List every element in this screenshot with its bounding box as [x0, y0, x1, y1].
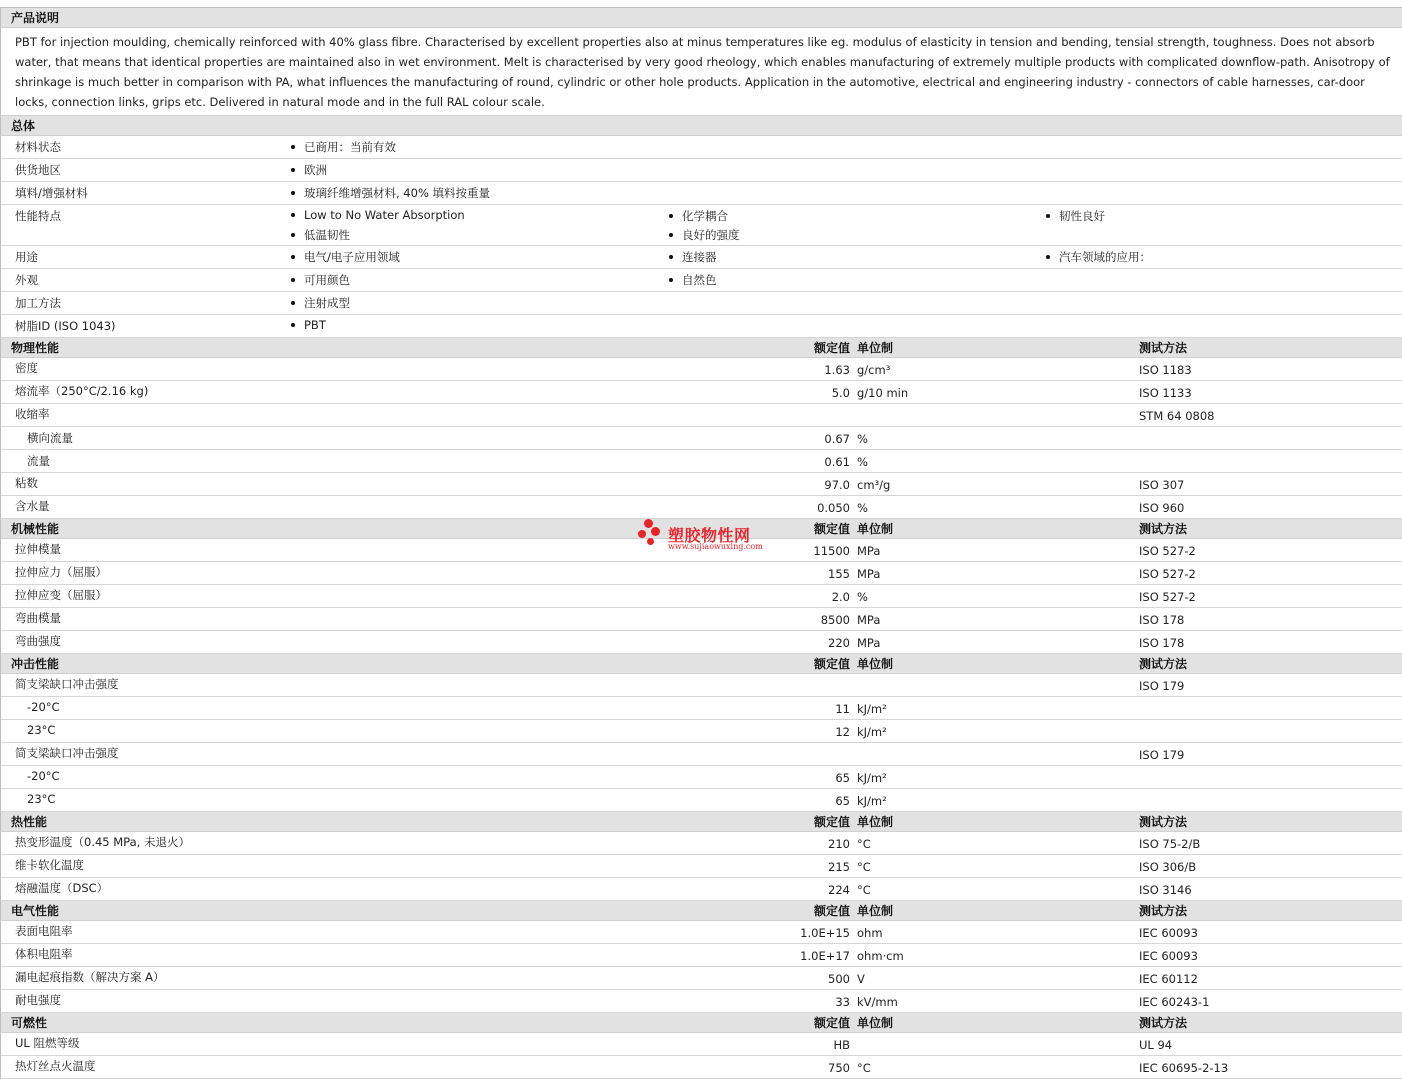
test-method: STM 64 0808	[1139, 409, 1215, 423]
test-method: ISO 178	[1139, 613, 1185, 627]
general-table	[0, 136, 1402, 338]
property-row	[0, 496, 1402, 519]
property-unit: %	[857, 590, 868, 604]
property-value: 0.050	[817, 501, 850, 515]
property-label: 拉伸应力（屈服）	[15, 565, 107, 579]
section-title: 机械性能	[11, 522, 60, 536]
col-header-unit: 单位制	[857, 657, 894, 671]
section-title: 热性能	[11, 815, 48, 829]
section-title: 可燃性	[11, 1016, 48, 1030]
property-label: 拉伸应变（屈服）	[15, 588, 107, 602]
watermark-url: www.sujiaowuxing.com	[668, 542, 763, 551]
property-value: 65	[835, 771, 850, 785]
row-label: 用途	[15, 250, 38, 264]
property-unit: °C	[857, 883, 871, 897]
section-header	[0, 338, 1402, 358]
row-label: 性能特点	[15, 209, 61, 223]
property-row	[0, 720, 1402, 743]
bullet-text: 电气/电子应用领域	[304, 250, 400, 264]
col-header-value: 额定值	[813, 1016, 850, 1030]
bullet-text: 注射成型	[304, 296, 350, 310]
property-value: 750	[828, 1061, 850, 1075]
section-header	[0, 812, 1402, 832]
row-label: 供货地区	[15, 163, 61, 177]
property-unit: g/10 min	[857, 386, 909, 400]
bullet-icon	[291, 255, 295, 259]
property-row	[0, 631, 1402, 654]
bullet-item	[669, 249, 717, 265]
test-method: ISO 527-2	[1139, 567, 1196, 581]
section-header-description	[0, 8, 1402, 28]
property-label: 弯曲模量	[15, 611, 61, 625]
section-header	[0, 654, 1402, 674]
property-unit: °C	[857, 1061, 871, 1075]
bullet-text: 欧洲	[304, 163, 327, 177]
property-label: 体积电阻率	[15, 947, 73, 961]
test-method: IEC 60243-1	[1139, 995, 1210, 1009]
test-method: ISO 1133	[1139, 386, 1192, 400]
bullet-item	[291, 139, 396, 155]
property-value: HB	[833, 1038, 850, 1052]
bullet-icon	[291, 278, 295, 282]
property-label: 简支梁缺口冲击强度	[15, 746, 119, 760]
test-method: ISO 75-2/B	[1139, 837, 1201, 851]
property-unit: %	[857, 455, 868, 469]
bullet-icon	[291, 168, 295, 172]
bullet-text: 玻璃纤维增强材料, 40% 填料按重量	[304, 186, 491, 200]
property-label: 密度	[15, 361, 38, 375]
test-method: ISO 527-2	[1139, 544, 1196, 558]
col-header-value: 额定值	[813, 657, 850, 671]
property-label: -20°C	[27, 700, 60, 714]
property-unit: MPa	[857, 567, 881, 581]
property-row	[0, 789, 1402, 812]
bullet-text: 可用颜色	[304, 273, 350, 287]
bullet-icon	[291, 191, 295, 195]
property-label: 热灯丝点火温度	[15, 1059, 96, 1073]
test-method: ISO 179	[1139, 748, 1185, 762]
property-unit: kV/mm	[857, 995, 898, 1009]
bullet-text: 自然色	[682, 273, 717, 287]
property-label: 热变形温度（0.45 MPa, 未退火）	[15, 835, 190, 849]
logo-dot-icon	[651, 527, 660, 536]
col-header-method: 测试方法	[1139, 904, 1188, 918]
property-value: 5.0	[831, 386, 850, 400]
property-label: 表面电阻率	[15, 924, 73, 938]
property-label: 简支梁缺口冲击强度	[15, 677, 119, 691]
property-label: 23°C	[27, 723, 56, 737]
property-unit: kJ/m²	[857, 702, 887, 716]
bullet-icon	[669, 233, 673, 237]
test-method: ISO 178	[1139, 636, 1185, 650]
property-value: 33	[835, 995, 850, 1009]
property-unit: °C	[857, 837, 871, 851]
bullet-item	[291, 249, 400, 265]
test-method: ISO 1183	[1139, 363, 1192, 377]
test-method: IEC 60112	[1139, 972, 1198, 986]
col-header-method: 测试方法	[1139, 522, 1188, 536]
property-label: 含水量	[15, 499, 50, 513]
bullet-item	[291, 208, 465, 222]
property-value: 0.61	[824, 455, 850, 469]
property-unit: g/cm³	[857, 363, 891, 377]
logo-dot-icon	[638, 530, 646, 538]
property-row	[0, 832, 1402, 855]
section-header	[0, 901, 1402, 921]
property-label: -20°C	[27, 769, 60, 783]
test-method: IEC 60695-2-13	[1139, 1061, 1229, 1075]
section-header	[0, 1013, 1402, 1033]
bullet-icon	[1046, 214, 1050, 218]
property-unit: %	[857, 501, 868, 515]
bullet-item	[669, 227, 740, 243]
col-header-unit: 单位制	[857, 904, 894, 918]
property-value: 1.0E+17	[800, 949, 850, 963]
property-row	[0, 427, 1402, 450]
test-method: ISO 179	[1139, 679, 1185, 693]
bullet-item	[291, 162, 327, 178]
property-label: 收缩率	[15, 407, 50, 421]
row-label: 树脂ID (ISO 1043)	[15, 319, 116, 333]
bullet-text: 连接器	[682, 250, 717, 264]
property-unit: °C	[857, 860, 871, 874]
property-unit: ohm·cm	[857, 949, 904, 963]
bullet-text: Low to No Water Absorption	[304, 208, 465, 222]
property-unit: kJ/m²	[857, 771, 887, 785]
watermark-brand: 塑胶物性网	[668, 526, 751, 545]
property-row	[0, 766, 1402, 789]
general-row	[0, 269, 1402, 292]
col-header-method: 测试方法	[1139, 815, 1188, 829]
bullet-text: 化学耦合	[682, 209, 728, 223]
row-label: 加工方法	[15, 296, 61, 310]
col-header-unit: 单位制	[857, 815, 894, 829]
property-unit: cm³/g	[857, 478, 891, 492]
property-row	[0, 697, 1402, 720]
property-row	[0, 450, 1402, 473]
test-method: ISO 3146	[1139, 883, 1192, 897]
bullet-icon	[669, 214, 673, 218]
property-value: 8500	[820, 613, 850, 627]
section-title: 冲击性能	[11, 657, 60, 671]
bullet-item	[291, 227, 350, 243]
bullet-icon	[291, 301, 295, 305]
col-header-value: 额定值	[813, 904, 850, 918]
test-method: ISO 306/B	[1139, 860, 1197, 874]
bullet-item	[669, 208, 728, 224]
property-label: 拉伸模量	[15, 542, 61, 556]
property-label: 漏电起痕指数（解决方案 A）	[15, 970, 165, 984]
property-unit: MPa	[857, 613, 881, 627]
section-header-general	[0, 116, 1402, 136]
property-value: 1.63	[824, 363, 850, 377]
bullet-text: 汽车领域的应用：	[1059, 250, 1151, 264]
property-label: 弯曲强度	[15, 634, 61, 648]
col-header-method: 测试方法	[1139, 341, 1188, 355]
section-title: 总体	[11, 119, 36, 133]
col-header-unit: 单位制	[857, 1016, 894, 1030]
property-label: 23°C	[27, 792, 56, 806]
bullet-icon	[669, 278, 673, 282]
row-label: 填料/增强材料	[15, 186, 88, 200]
property-unit: MPa	[857, 636, 881, 650]
property-row	[0, 358, 1402, 381]
general-row	[0, 136, 1402, 159]
col-header-method: 测试方法	[1139, 1016, 1188, 1030]
bullet-item	[291, 295, 350, 311]
property-row	[0, 1033, 1402, 1056]
bullet-item	[291, 272, 350, 288]
property-unit: V	[857, 972, 865, 986]
property-row	[0, 743, 1402, 766]
property-value: 65	[835, 794, 850, 808]
col-header-method: 测试方法	[1139, 657, 1188, 671]
property-value: 11500	[813, 544, 850, 558]
property-row	[0, 878, 1402, 901]
bullet-icon	[291, 323, 295, 327]
property-label: 维卡软化温度	[15, 858, 84, 872]
property-value: 12	[835, 725, 850, 739]
test-method: UL 94	[1139, 1038, 1173, 1052]
top-border	[0, 0, 1402, 8]
general-row	[0, 292, 1402, 315]
property-row	[0, 473, 1402, 496]
property-unit: kJ/m²	[857, 725, 887, 739]
property-value: 210	[828, 837, 850, 851]
property-label: 流量	[27, 454, 50, 468]
property-value: 224	[828, 883, 850, 897]
col-header-unit: 单位制	[857, 522, 894, 536]
general-row	[0, 246, 1402, 269]
property-unit: %	[857, 432, 868, 446]
property-label: 熔流率（250°C/2.16 kg)	[15, 384, 149, 398]
property-label: 横向流量	[27, 431, 73, 445]
bullet-text: 韧性良好	[1059, 209, 1105, 223]
section-title: 产品说明	[11, 11, 60, 25]
property-label: 粘数	[15, 476, 38, 490]
test-method: IEC 60093	[1139, 926, 1198, 940]
property-value: 1.0E+15	[800, 926, 850, 940]
bullet-item	[1046, 249, 1151, 265]
bullet-text: PBT	[304, 318, 326, 332]
watermark-logo	[638, 517, 778, 553]
section-title: 物理性能	[11, 341, 60, 355]
test-method: ISO 960	[1139, 501, 1185, 515]
bullet-icon	[291, 145, 295, 149]
property-row	[0, 944, 1402, 967]
general-row	[0, 315, 1402, 338]
property-sections	[0, 338, 1402, 1079]
row-label: 外观	[15, 273, 38, 287]
property-row	[0, 990, 1402, 1013]
bullet-item	[291, 185, 490, 201]
bullet-icon	[291, 233, 295, 237]
property-value: 220	[828, 636, 850, 650]
logo-dot-icon	[647, 538, 654, 545]
property-row	[0, 381, 1402, 404]
property-row	[0, 855, 1402, 878]
test-method: IEC 60093	[1139, 949, 1198, 963]
property-value: 0.67	[824, 432, 850, 446]
property-row	[0, 585, 1402, 608]
bullet-item	[291, 318, 326, 332]
col-header-value: 额定值	[813, 341, 850, 355]
col-header-unit: 单位制	[857, 341, 894, 355]
property-value: 215	[828, 860, 850, 874]
property-row	[0, 1056, 1402, 1079]
property-label: UL 阻燃等级	[15, 1036, 80, 1050]
property-value: 97.0	[824, 478, 850, 492]
section-title: 电气性能	[11, 904, 60, 918]
property-unit: ohm	[857, 926, 883, 940]
property-row	[0, 562, 1402, 585]
general-row	[0, 182, 1402, 205]
property-value: 500	[828, 972, 850, 986]
col-header-value: 额定值	[813, 815, 850, 829]
bullet-item	[1046, 208, 1105, 224]
product-description: PBT for injection moulding, chemically reinforced with 40% glass fibre. Characterised by excellent properties also at minus temperatures like eg. modulus of elasticity in tension and bending, tensial strength, toughness. Does not absorb water, that means that identical properties are maintained also in wet environment. Melt is characterised by very good rheology, which enables manufacturing of extremely multiple products with complicated downflow-path. Anisotropy of shrinkage is much better in comparison with PA, what influences the manufacturing of round, cylindric or other hole products. Application in the automotive, electrical and engineering industry - connectors of cable harnesses, car-door locks, connection links, grips etc. Delivered in natural mode and in the full RAL colour scale.	[0, 28, 1402, 116]
row-label: 材料状态	[15, 140, 61, 154]
logo-dot-icon	[644, 519, 653, 528]
general-row	[0, 159, 1402, 182]
bullet-icon	[291, 213, 295, 217]
property-row	[0, 967, 1402, 990]
bullet-text: 低温韧性	[304, 228, 350, 242]
test-method: ISO 307	[1139, 478, 1185, 492]
bullet-text: 已商用：当前有效	[304, 140, 396, 154]
property-label: 熔融温度（DSC）	[15, 881, 109, 895]
property-row	[0, 674, 1402, 697]
bullet-text: 良好的强度	[682, 228, 740, 242]
property-row	[0, 921, 1402, 944]
property-label: 耐电强度	[15, 993, 61, 1007]
general-row	[0, 205, 1402, 246]
property-unit: MPa	[857, 544, 881, 558]
property-row	[0, 404, 1402, 427]
col-header-value: 额定值	[813, 522, 850, 536]
property-value: 2.0	[831, 590, 850, 604]
test-method: ISO 527-2	[1139, 590, 1196, 604]
property-unit: kJ/m²	[857, 794, 887, 808]
bullet-item	[669, 272, 717, 288]
bullet-icon	[669, 255, 673, 259]
property-value: 11	[835, 702, 850, 716]
property-value: 155	[828, 567, 850, 581]
bullet-icon	[1046, 255, 1050, 259]
property-row	[0, 608, 1402, 631]
